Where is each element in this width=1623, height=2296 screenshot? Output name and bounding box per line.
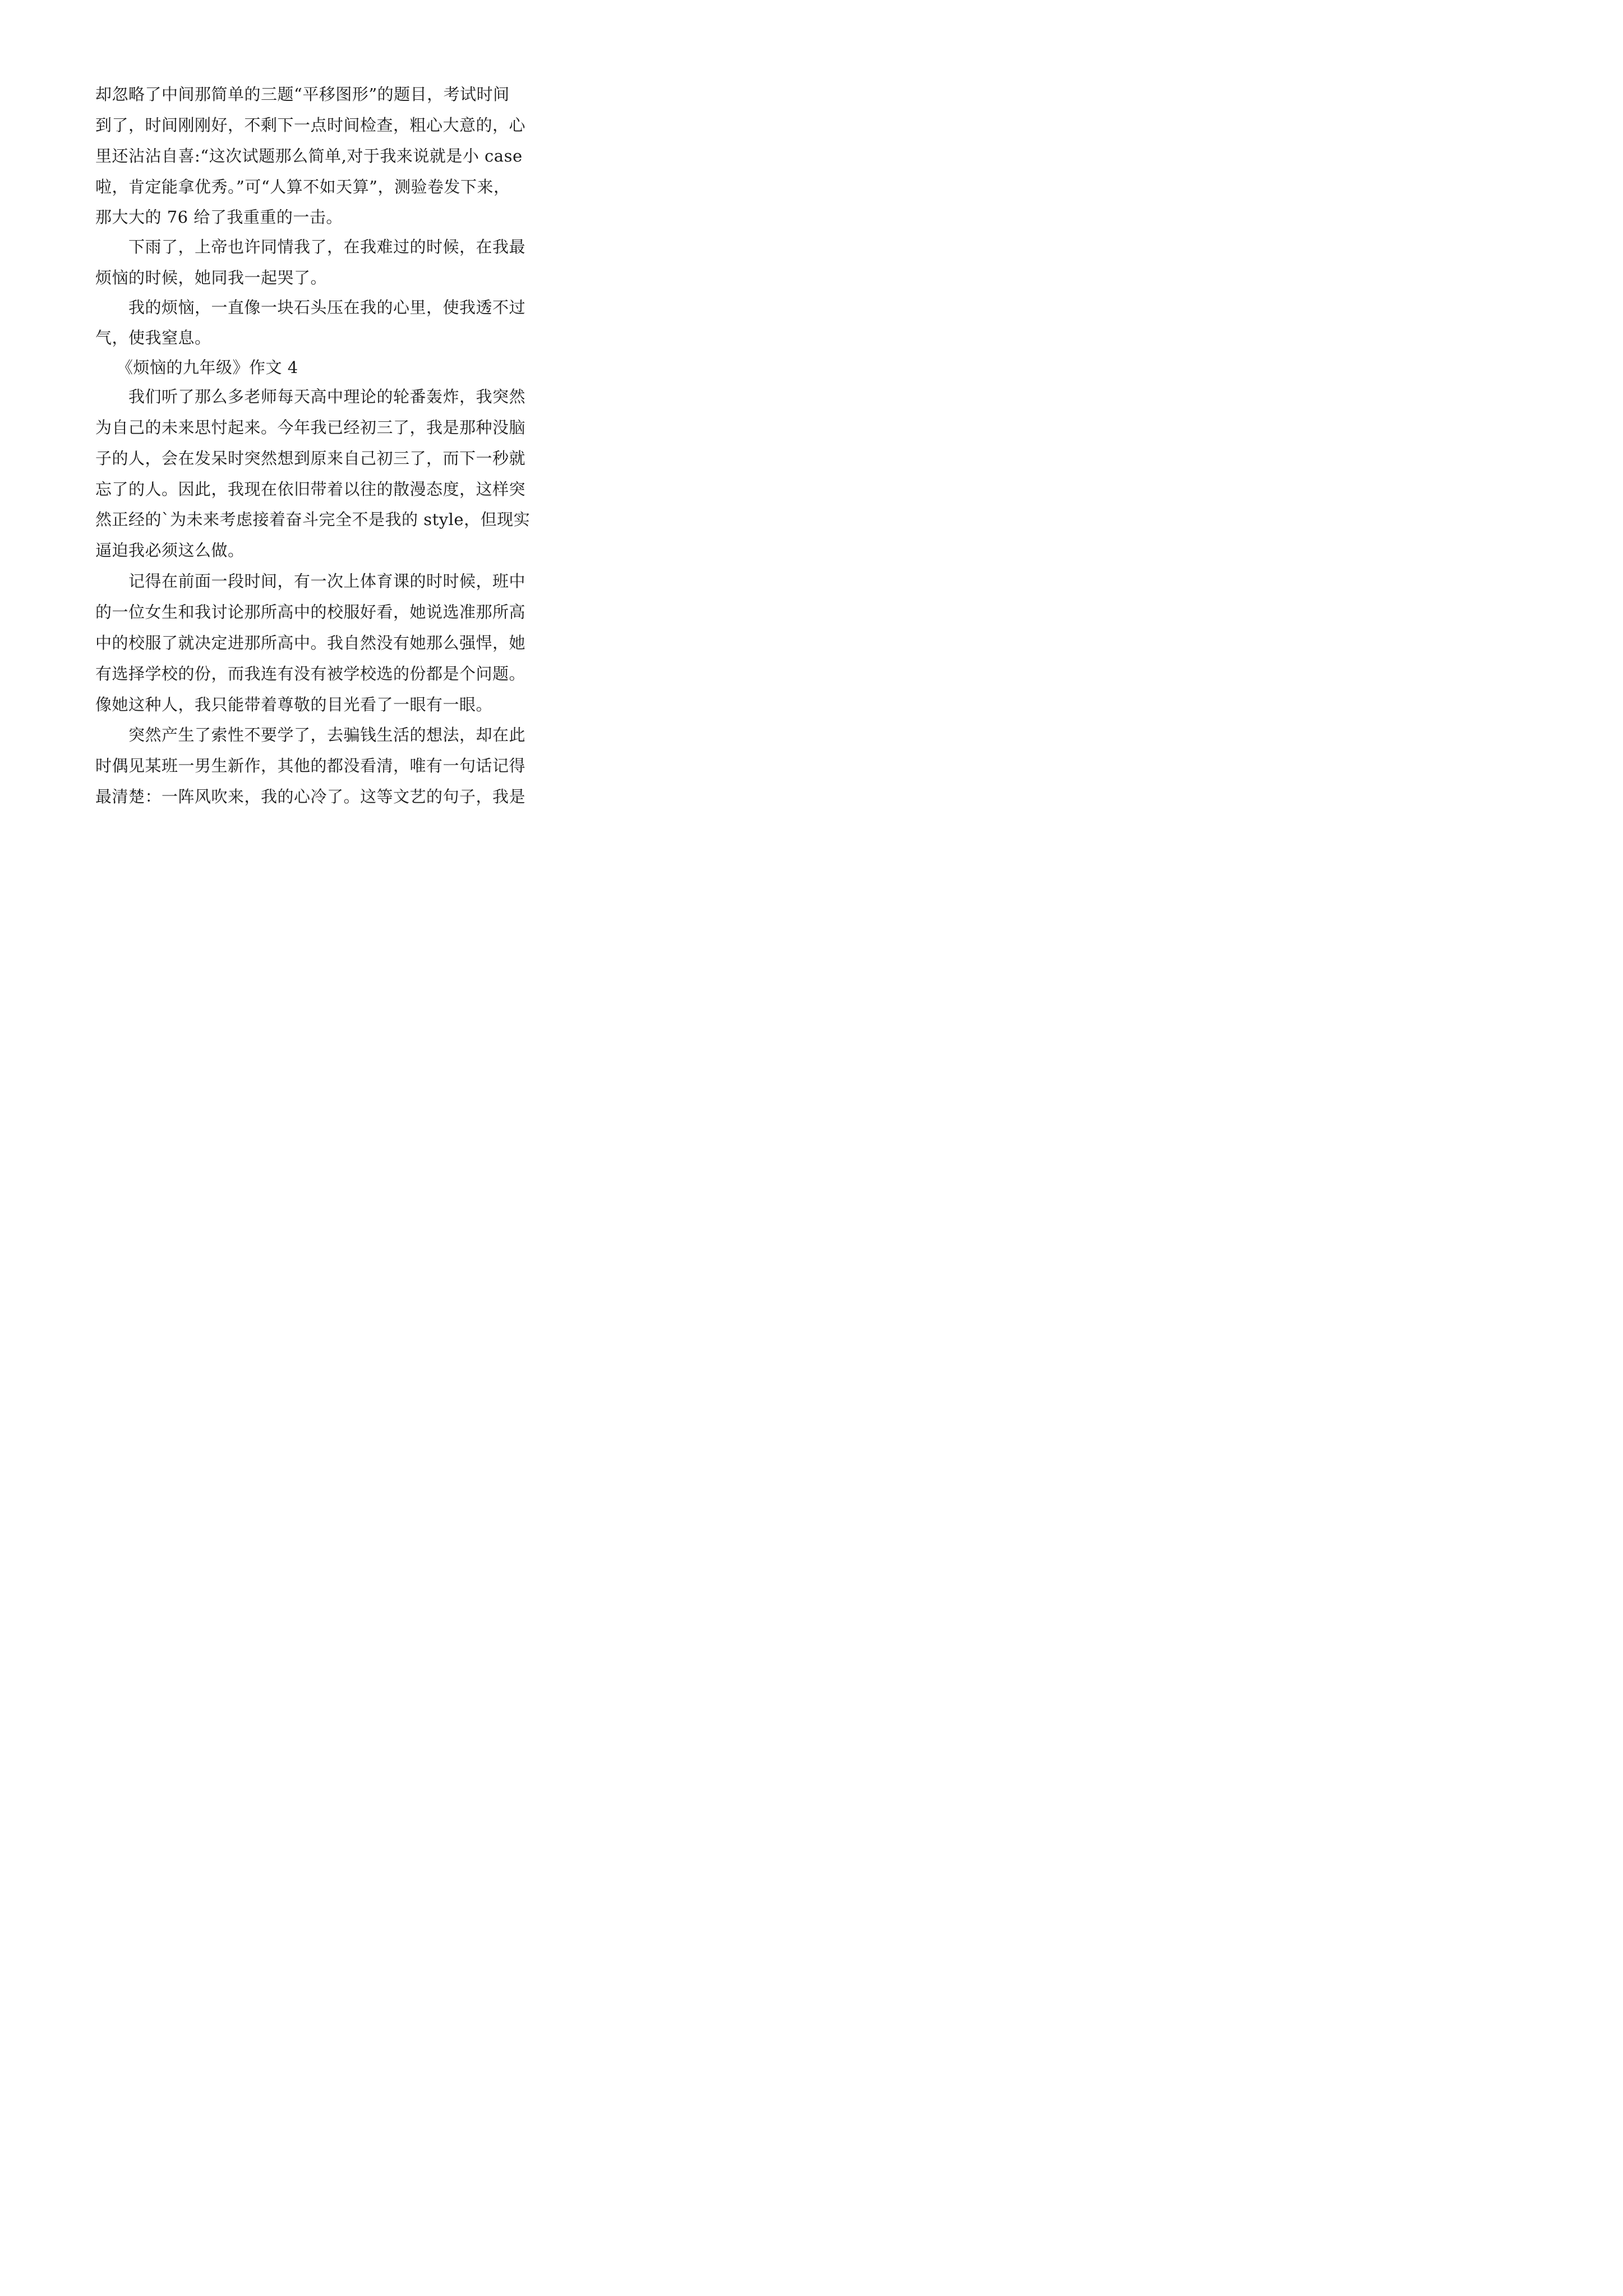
- section-heading: 《烦恼的九年级》作文 4: [117, 358, 298, 377]
- text-line: 气，使我窒息。: [95, 328, 211, 347]
- text-line: 然正经的`为未来考虑接着奋斗完全不是我的 style，但现实: [95, 510, 531, 529]
- text-line: 忘了的人。因此，我现在依旧带着以往的散漫态度，这样突: [95, 480, 526, 499]
- text-line: 啦，肯定能拿优秀。”可“人算不如天算”，测验卷发下来，: [95, 177, 510, 196]
- text-line: 我的烦恼，一直像一块石头压在我的心里，使我透不过: [128, 298, 526, 317]
- text-line: 下雨了，上帝也许同情我了，在我难过的时候，在我最: [128, 237, 526, 256]
- text-line: 却忽略了中间那简单的三题“平移图形”的题目，考试时间: [95, 85, 510, 104]
- text-line: 中的校服了就决定进那所高中。我自然没有她那么强悍，她: [95, 633, 526, 652]
- text-line: 时偶见某班一男生新作，其他的都没看清，唯有一句话记得: [95, 756, 526, 775]
- text-line: 最清楚：一阵风吹来，我的心冷了。这等文艺的句子，我是: [95, 787, 526, 806]
- text-line: 逼迫我必须这么做。: [95, 541, 245, 560]
- text-line: 那大大的 76 给了我重重的一击。: [95, 208, 343, 227]
- text-line: 突然产生了索性不要学了，去骗钱生活的想法，却在此: [128, 725, 526, 744]
- text-line: 为自己的未来思忖起来。今年我已经初三了，我是那种没脑: [95, 418, 526, 437]
- text-line: 我们听了那么多老师每天高中理论的轮番轰炸，我突然: [128, 387, 526, 406]
- text-line: 烦恼的时候，她同我一起哭了。: [95, 268, 328, 287]
- text-line: 子的人，会在发呆时突然想到原来自己初三了，而下一秒就: [95, 449, 526, 468]
- text-line: 到了，时间刚刚好，不剩下一点时间检查，粗心大意的，心: [95, 116, 526, 135]
- text-line: 记得在前面一段时间，有一次上体育课的时时候，班中: [128, 572, 526, 591]
- text-line: 的一位女生和我讨论那所高中的校服好看，她说选准那所高: [95, 602, 526, 622]
- text-line: 像她这种人，我只能带着尊敬的目光看了一眼有一眼。: [95, 695, 493, 714]
- document-page: [0, 0, 617, 872]
- text-line: 有选择学校的份，而我连有没有被学校选的份都是个问题。: [95, 664, 526, 683]
- text-line: 里还沾沾自喜:“这次试题那么简单,对于我来说就是小 case: [95, 146, 523, 165]
